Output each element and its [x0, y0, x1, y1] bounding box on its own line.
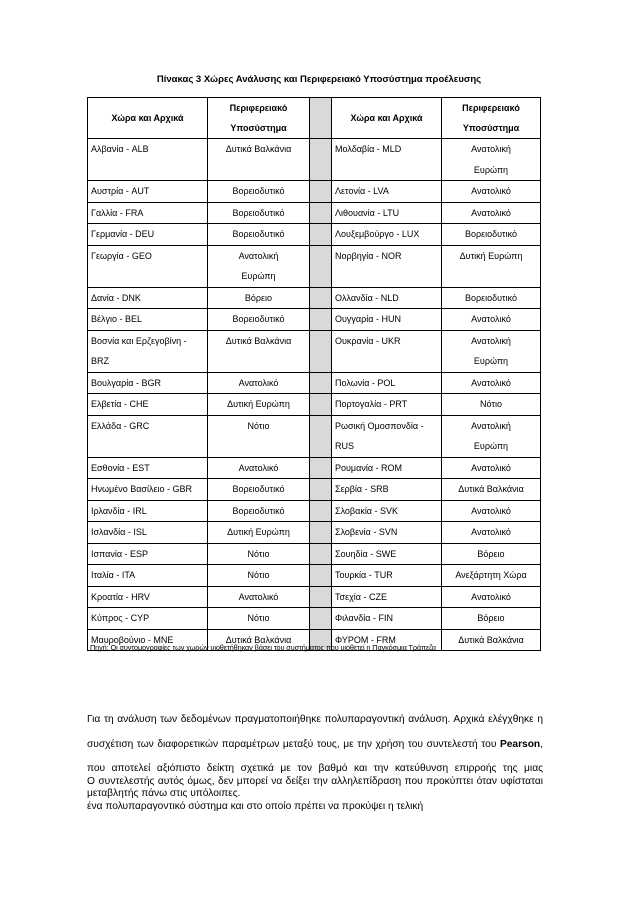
- separator-cell: [310, 522, 332, 544]
- table-row: [88, 287, 541, 309]
- country-cell: Αυστρία - AUT: [88, 181, 208, 203]
- region-cell: Δυτικά Βαλκάνια: [208, 139, 310, 181]
- country-cell: Ηνωμένο Βασίλειο - GBR: [88, 479, 208, 501]
- region-cell: Νότιο: [208, 608, 310, 630]
- header-region-left: Περιφερειακό Υποσύστημα: [208, 98, 310, 139]
- region-cell: Βορειοδυτικό: [442, 224, 541, 246]
- region-cell: Νότιο: [442, 394, 541, 416]
- country-cell: Λετονία - LVA: [332, 181, 442, 203]
- table-row: [88, 224, 541, 246]
- country-cell: Ρουμανία - ROM: [332, 457, 442, 479]
- region-cell: Ανατολική Ευρώπη: [208, 245, 310, 287]
- country-cell: Ουγγαρία - HUN: [332, 309, 442, 331]
- separator-cell: [310, 479, 332, 501]
- region-cell: Ανατολική Ευρώπη: [442, 330, 541, 372]
- country-cell: Γεωργία - GEO: [88, 245, 208, 287]
- country-cell: Μολδαβία - MLD: [332, 139, 442, 181]
- region-cell: Ανεξάρτητη Χώρα: [442, 565, 541, 587]
- region-cell: Ανατολικό: [442, 181, 541, 203]
- separator-cell: [310, 608, 332, 630]
- table-row: [88, 543, 541, 565]
- table-row: [88, 330, 541, 372]
- country-cell: Σερβία - SRB: [332, 479, 442, 501]
- country-cell: Νορβηγία - NOR: [332, 245, 442, 287]
- region-cell: Δυτική Ευρώπη: [208, 394, 310, 416]
- body-paragraph: Ο συντελεστής αυτός όμως, δεν μπορεί να δείξει την αλληλεπίδραση που προκύπτει όταν υφίσταται ένα πολυπαραγοντικό σύστημα και στο οποίο πρέπει να προκύψει η τελική: [87, 776, 543, 812]
- separator-cell: [310, 586, 332, 608]
- table-row: [88, 479, 541, 501]
- region-cell: Δυτική Ευρώπη: [442, 245, 541, 287]
- country-cell: Τσεχία - CZE: [332, 586, 442, 608]
- country-cell: Βουλγαρία - BGR: [88, 372, 208, 394]
- region-cell: Νότιο: [208, 415, 310, 457]
- country-cell: Τουρκία - TUR: [332, 565, 442, 587]
- separator-cell: [310, 457, 332, 479]
- region-cell: Δυτικά Βαλκάνια: [442, 479, 541, 501]
- region-cell: Ανατολικό: [442, 586, 541, 608]
- region-cell: Ανατολικό: [442, 522, 541, 544]
- region-cell: Ανατολικό: [442, 500, 541, 522]
- country-cell: Ιταλία - ITA: [88, 565, 208, 587]
- country-cell: Βοσνία και Ερζεγοβίνη - BRZ: [88, 330, 208, 372]
- header-country-left: Χώρα και Αρχικά: [88, 98, 208, 139]
- table-header-row: [88, 98, 541, 139]
- table-source-note: Πηγή: Οι συντομογραφίες των χωρών υιοθετήθηκαν βάσει του συστήματος που υιοθετεί η Παγκόσμια Τράπεζα: [90, 643, 436, 652]
- table-row: [88, 522, 541, 544]
- region-cell: Βορειοδυτικό: [208, 479, 310, 501]
- country-cell: Μαυροβούνιο - MNE: [88, 629, 208, 651]
- country-cell: Δανία - DNK: [88, 287, 208, 309]
- separator-cell: [310, 287, 332, 309]
- separator-cell: [310, 224, 332, 246]
- country-cell: Βέλγιο - BEL: [88, 309, 208, 331]
- region-cell: Ανατολική Ευρώπη: [442, 139, 541, 181]
- separator-cell: [310, 139, 332, 181]
- separator-cell: [310, 309, 332, 331]
- country-cell: Κύπρος - CYP: [88, 608, 208, 630]
- countries-table: [87, 97, 541, 651]
- separator-cell: [310, 330, 332, 372]
- table-caption: Πίνακας 3 Χώρες Ανάλυσης και Περιφερειακό Υποσύστημα προέλευσης: [156, 74, 482, 85]
- table-row: [88, 457, 541, 479]
- region-cell: Βόρειο: [442, 608, 541, 630]
- table-row: [88, 586, 541, 608]
- country-cell: Σουηδία - SWE: [332, 543, 442, 565]
- country-cell: Εσθονία - EST: [88, 457, 208, 479]
- country-cell: Αλβανία - ALB: [88, 139, 208, 181]
- country-cell: Πορτογαλία - PRT: [332, 394, 442, 416]
- country-cell: Γαλλία - FRA: [88, 202, 208, 224]
- region-cell: Ανατολικό: [208, 586, 310, 608]
- separator-cell: [310, 565, 332, 587]
- country-cell: Σλοβενία - SVN: [332, 522, 442, 544]
- country-cell: Ιρλανδία - IRL: [88, 500, 208, 522]
- separator-cell: [310, 500, 332, 522]
- region-cell: Ανατολικό: [442, 457, 541, 479]
- region-cell: Βόρειο: [442, 543, 541, 565]
- table-row: [88, 202, 541, 224]
- country-cell: Ρωσική Ομοσπονδία - RUS: [332, 415, 442, 457]
- region-cell: Νότιο: [208, 565, 310, 587]
- table-row: [88, 565, 541, 587]
- separator-cell: [310, 202, 332, 224]
- separator-cell: [310, 394, 332, 416]
- table-row: [88, 181, 541, 203]
- region-cell: Νότιο: [208, 543, 310, 565]
- region-cell: Ανατολικό: [208, 372, 310, 394]
- country-cell: Ισπανία - ESP: [88, 543, 208, 565]
- pearson-term: Pearson: [499, 738, 541, 750]
- region-cell: Δυτικά Βαλκάνια: [442, 629, 541, 651]
- region-cell: Βόρειο: [208, 287, 310, 309]
- region-cell: Βορειοδυτικό: [208, 224, 310, 246]
- country-cell: ΦΥΡΟΜ - FRM: [332, 629, 442, 651]
- region-cell: Βορειοδυτικό: [208, 500, 310, 522]
- table-row: [88, 415, 541, 457]
- country-cell: Ολλανδία - NLD: [332, 287, 442, 309]
- region-cell: Βορειοδυτικό: [208, 181, 310, 203]
- table-row: [88, 139, 541, 181]
- region-cell: Ανατολική Ευρώπη: [442, 415, 541, 457]
- country-cell: Λιθουανία - LTU: [332, 202, 442, 224]
- country-cell: Ουκρανία - UKR: [332, 330, 442, 372]
- country-cell: Πολωνία - POL: [332, 372, 442, 394]
- country-cell: Φιλανδία - FIN: [332, 608, 442, 630]
- region-cell: Ανατολικό: [442, 309, 541, 331]
- table-row: [88, 608, 541, 630]
- country-cell: Ισλανδία - ISL: [88, 522, 208, 544]
- region-cell: Βορειοδυτικό: [208, 202, 310, 224]
- country-cell: Σλοβακία - SVK: [332, 500, 442, 522]
- header-country-right: Χώρα και Αρχικά: [332, 98, 442, 139]
- body-paragraph: Για τη ανάλυση των δεδομένων πραγματοποιήθηκε πολυπαραγοντική ανάλυση. Αρχικά ελέγχθηκε η συσχέτιση των διαφορετικών παραμέτρων μεταξύ τους, με την χρήση του συντελεστή του Pearson, που αποτελεί αξιόπιστο δείκτη σχετικά με τον βαθμό και την κατεύθυνση επιρροής της μιας μεταβλητής πάνω στις υπόλοιπες.: [87, 714, 543, 800]
- region-cell: Βορειοδυτικό: [442, 287, 541, 309]
- table-row: [88, 245, 541, 287]
- separator-cell: [310, 543, 332, 565]
- table-row: [88, 394, 541, 416]
- country-cell: Ελβετία - CHE: [88, 394, 208, 416]
- country-cell: Γερμανία - DEU: [88, 224, 208, 246]
- table-row: [88, 372, 541, 394]
- region-cell: Ανατολικό: [442, 202, 541, 224]
- region-cell: Δυτικά Βαλκάνια: [208, 330, 310, 372]
- region-cell: Βορειοδυτικό: [208, 309, 310, 331]
- table-row: [88, 500, 541, 522]
- region-cell: Δυτική Ευρώπη: [208, 522, 310, 544]
- separator-column: [310, 98, 332, 139]
- separator-cell: [310, 372, 332, 394]
- region-cell: Δυτικά Βαλκάνια: [208, 629, 310, 651]
- separator-cell: [310, 245, 332, 287]
- table-row: [88, 309, 541, 331]
- header-region-right: Περιφερειακό Υποσύστημα: [442, 98, 541, 139]
- country-cell: Λουξεμβούργο - LUX: [332, 224, 442, 246]
- separator-cell: [310, 415, 332, 457]
- region-cell: Ανατολικό: [442, 372, 541, 394]
- country-cell: Ελλάδα - GRC: [88, 415, 208, 457]
- country-cell: Κροατία - HRV: [88, 586, 208, 608]
- region-cell: Ανατολικό: [208, 457, 310, 479]
- separator-cell: [310, 181, 332, 203]
